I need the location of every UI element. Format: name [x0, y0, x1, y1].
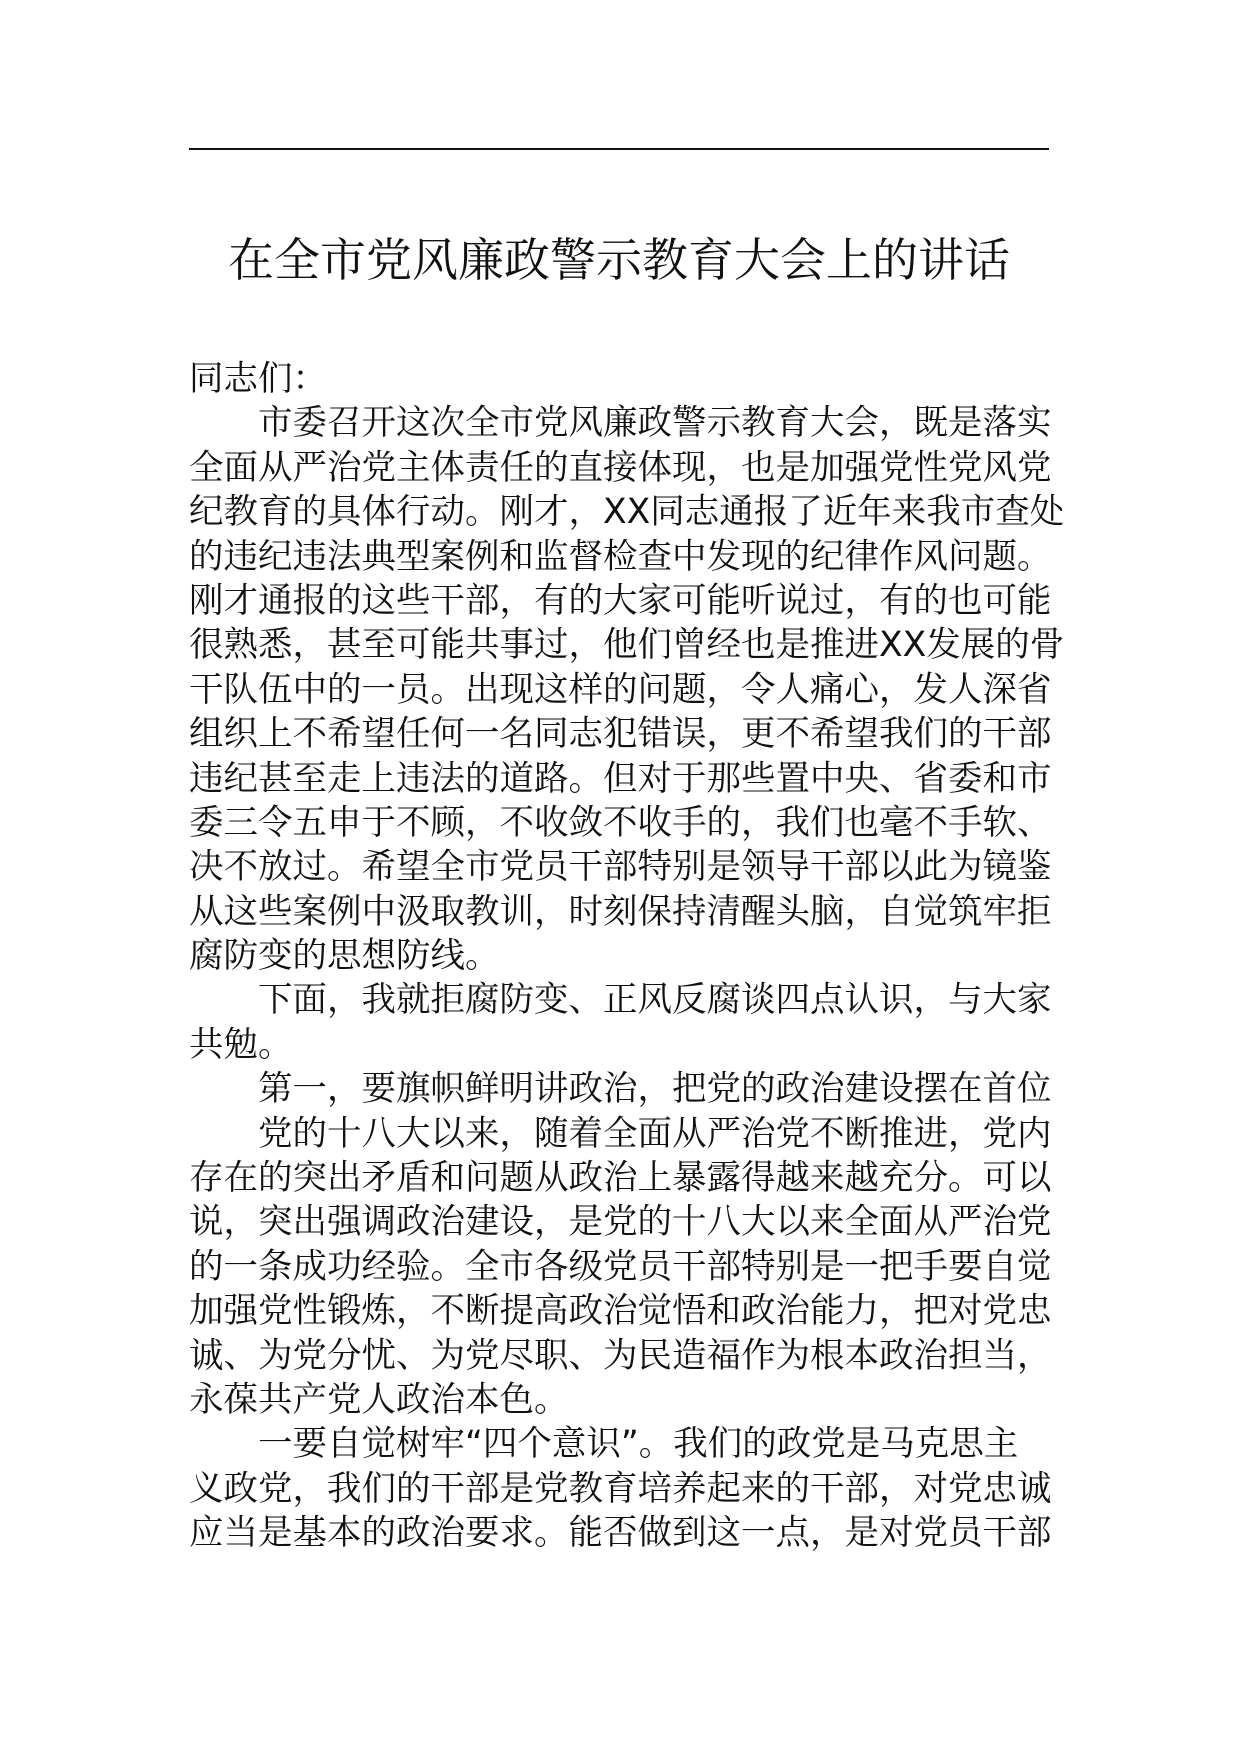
text-line: 应当是基本的政治要求。能否做到这一点，是对党员干部: [189, 1513, 1052, 1554]
text-line: 第一，要旗帜鲜明讲政治，把党的政治建设摆在首位: [189, 1069, 1052, 1110]
text-line: 党的十八大以来，随着全面从严治党不断推进，党内: [189, 1113, 1052, 1154]
text-line: 下面，我就拒腐防变、正风反腐谈四点认识，与大家: [189, 980, 1052, 1021]
text-line: 义政党，我们的干部是党教育培养起来的干部，对党忠诚: [189, 1468, 1052, 1509]
text-line: 市委召开这次全市党风廉政警示教育大会，既是落实: [189, 403, 1052, 444]
text-line: 同志们：: [189, 359, 327, 399]
text-line: 腐防变的思想防线。: [189, 936, 500, 977]
text-line: 从这些案例中汲取教训，时刻保持清醒头脑，自觉筑牢拒: [189, 891, 1052, 932]
text-line: 全面从严治党主体责任的直接体现，也是加强党性党风党: [189, 447, 1052, 488]
text-line: 一要自觉树牢“四个意识”。我们的政党是马克思主: [189, 1424, 1019, 1465]
document-body: [189, 357, 1065, 1556]
text-line: 刚才通报的这些干部，有的大家可能听说过，有的也可能: [189, 580, 1052, 621]
text-line: 说，突出强调政治建设，是党的十八大以来全面从严治党: [189, 1202, 1052, 1243]
header-rule: [189, 148, 1049, 150]
text-line: 永葆共产党人政治本色。: [189, 1379, 569, 1420]
text-line: 纪教育的具体行动。刚才，XX同志通报了近年来我市查处: [189, 492, 1065, 533]
text-line: 加强党性锻炼，不断提高政治觉悟和政治能力，把对党忠: [189, 1291, 1052, 1332]
page-title: 在全市党风廉政警示教育大会上的讲话: [228, 233, 1010, 287]
text-line: 很熟悉，甚至可能共事过，他们曾经也是推进XX发展的骨: [189, 625, 1065, 666]
text-line: 诚、为党分忧、为党尽职、为民造福作为根本政治担当，: [189, 1335, 1052, 1376]
text-line: 共勉。: [189, 1024, 293, 1065]
text-line: 干队伍中的一员。出现这样的问题，令人痛心，发人深省: [189, 669, 1052, 710]
text-line: 违纪甚至走上违法的道路。但对于那些置中央、省委和市: [189, 758, 1052, 799]
text-line: 组织上不希望任何一名同志犯错误，更不希望我们的干部: [189, 714, 1052, 755]
text-line: 的一条成功经验。全市各级党员干部特别是一把手要自觉: [189, 1246, 1052, 1287]
text-line: 的违纪违法典型案例和监督检查中发现的纪律作风问题。: [189, 536, 1052, 577]
text-line: 决不放过。希望全市党员干部特别是领导干部以此为镜鉴: [189, 847, 1052, 888]
text-line: 存在的突出矛盾和问题从政治上暴露得越来越充分。可以: [189, 1158, 1052, 1199]
text-line: 委三令五申于不顾，不收敛不收手的，我们也毫不手软、: [189, 802, 1052, 843]
